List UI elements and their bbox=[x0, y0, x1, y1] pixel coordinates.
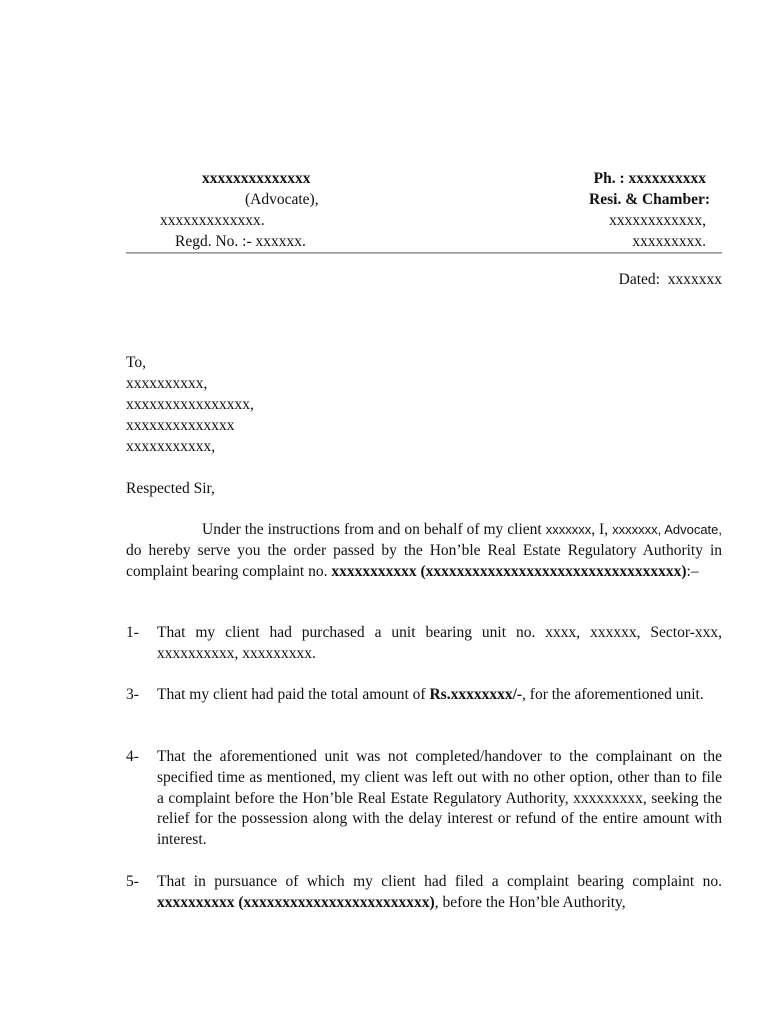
item-text-a: That my client had paid the total amount of bbox=[157, 686, 426, 703]
item-number: 4- bbox=[126, 748, 139, 765]
complaint-number: xxxxxxxxxx bbox=[157, 893, 235, 911]
dated-value: xxxxxxx bbox=[667, 271, 722, 288]
salutation: Respected Sir, bbox=[126, 480, 215, 497]
item-text bbox=[157, 685, 722, 706]
intro-text-4: :– bbox=[686, 562, 699, 580]
amount: Rs.xxxxxxxx/- bbox=[429, 686, 523, 703]
residence-address-line-2: xxxxxxxxx. bbox=[632, 233, 706, 250]
addressee-line: xxxxxxxxxxx, bbox=[126, 438, 216, 455]
phone-value: xxxxxxxxxx bbox=[628, 170, 706, 187]
residence-chamber-label: Resi. & Chamber: bbox=[589, 191, 710, 208]
list-item bbox=[126, 747, 722, 851]
intro-paragraph bbox=[126, 520, 722, 582]
advocate-reference: xxxxxxx, Advocate, bbox=[612, 522, 723, 537]
complaint-number-bracket: (xxxxxxxxxxxxxxxxxxxxxxxxxxxxxxxxx) bbox=[420, 562, 687, 580]
dated-line bbox=[619, 271, 722, 289]
item-text bbox=[157, 872, 722, 914]
dated-label: Dated: bbox=[618, 271, 660, 288]
complaint-number-bracket: (xxxxxxxxxxxxxxxxxxxxxxxx) bbox=[238, 893, 435, 911]
phone-label: Ph. : bbox=[593, 170, 625, 187]
addressee-line: xxxxxxxxxxxxxx bbox=[126, 417, 235, 434]
item-number: 5- bbox=[126, 873, 139, 890]
item-text: That my client had purchased a unit bearing unit no. xxxx, xxxxxx, Sector-xxx, xxxxxxxxxx, xxxxxxxxx. bbox=[157, 624, 722, 662]
intro-text-1: Under the instructions from and on behalf of my client bbox=[202, 521, 542, 538]
item-text: That the aforementioned unit was not completed/handover to the complainant on the specified time as mentioned, my client was left out with no other option, other than to file a complaint before the Hon’ble Real Estate Regulatory Authority, xxxxxxxxx, seeking the relief for the possession along with the delay interest or refund of the entire amount with interest. bbox=[157, 748, 722, 849]
complaint-number: xxxxxxxxxxx bbox=[331, 562, 417, 580]
addressee-line: xxxxxxxxxxxxxxxx, bbox=[126, 396, 254, 413]
letterhead-divider bbox=[126, 252, 722, 254]
list-item bbox=[126, 623, 722, 665]
addressee-to: To, bbox=[126, 354, 147, 371]
intro-text-3: do hereby serve you the order passed by the Hon’ble Real Estate Regulatory Authority in complaint bearing complaint no. bbox=[126, 541, 722, 580]
client-name: xxxxxxx bbox=[545, 522, 592, 537]
advocate-designation: (Advocate), bbox=[245, 191, 319, 208]
item-number: 3- bbox=[126, 686, 139, 703]
residence-address-line-1: xxxxxxxxxxxx, bbox=[609, 212, 706, 229]
list-item bbox=[126, 685, 722, 706]
item-number: 1- bbox=[126, 624, 139, 641]
item-text-a: That in pursuance of which my client had filed a complaint bearing complaint no. bbox=[157, 873, 722, 890]
advocate-address: xxxxxxxxxxxxx. bbox=[160, 212, 265, 229]
item-text-b: , before the Hon’ble Authority, bbox=[434, 893, 626, 911]
phone-line bbox=[594, 170, 706, 188]
list-item bbox=[126, 872, 722, 914]
advocate-name: xxxxxxxxxxxxxx bbox=[202, 170, 311, 187]
item-text-b: , for the aforementioned unit. bbox=[522, 686, 704, 703]
addressee-line: xxxxxxxxxx, bbox=[126, 375, 208, 392]
intro-text-2: , I, bbox=[591, 521, 609, 538]
registration-number: Regd. No. :- xxxxxx. bbox=[175, 233, 306, 250]
